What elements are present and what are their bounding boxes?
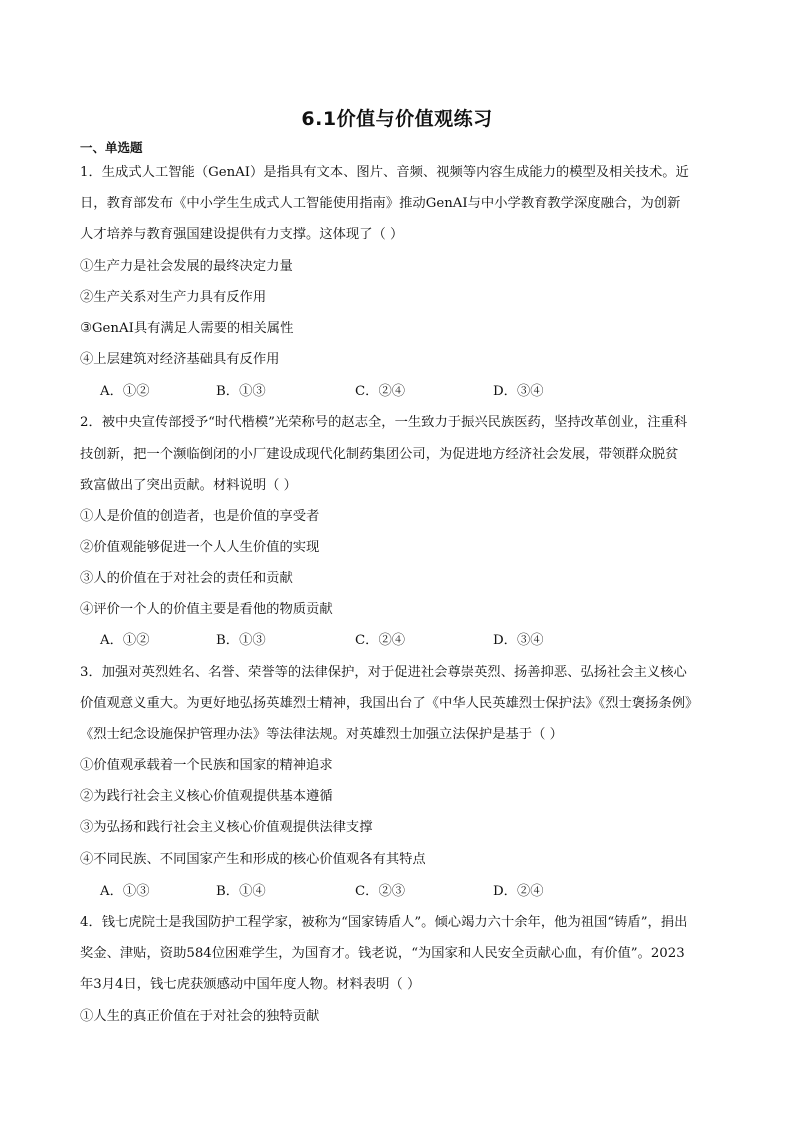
question-3-option-a: A．①③ — [100, 884, 150, 899]
question-2-option-d: D．③④ — [493, 633, 544, 648]
section-heading: 一、单选题 — [80, 140, 143, 155]
question-3-item-2: ②为践行社会主义核心价值观提供基本遵循 — [80, 789, 333, 804]
question-2-stem-line-1: 2．被中央宣传部授予“时代楷模”光荣称号的赵志全，一生致力于振兴民族医药，坚持改革创业，注重科 — [80, 415, 688, 430]
question-2-option-a: A．①② — [100, 633, 150, 648]
question-2-item-4: ④评价一个人的价值主要是看他的物质贡献 — [80, 602, 333, 617]
question-3-item-4: ④不同民族、不同国家产生和形成的核心价值观各有其特点 — [80, 852, 426, 867]
question-2-item-3: ③人的价值在于对社会的责任和贡献 — [80, 571, 293, 586]
question-2-option-c: C．②④ — [355, 633, 406, 648]
question-1-stem-line-1: 1．生成式人工智能（GenAI）是指具有文本、图片、音频、视频等内容生成能力的模型及相关技术。近 — [80, 165, 689, 180]
question-1-option-c: C．②④ — [355, 384, 406, 399]
question-2-item-2: ②价值观能够促进一个人人生价值的实现 — [80, 540, 320, 555]
question-3-item-1: ①价值观承载着一个民族和国家的精神追求 — [80, 758, 333, 773]
question-1-stem-line-3: 人才培养与教育强国建设提供有力支撑。这体现了（ ） — [80, 227, 404, 242]
question-1-option-b: B．①③ — [216, 384, 266, 399]
question-4-stem-line-2: 奖金、津贴，资助584位困难学生，为国育才。钱老说，“为国家和人民安全贡献心血，有价值”。2023 — [80, 946, 685, 961]
question-1-item-3: ③GenAI具有满足人需要的相关属性 — [80, 321, 294, 336]
question-2-option-b: B．①③ — [216, 633, 266, 648]
question-3-stem-line-2: 价值观意义重大。为更好地弘扬英雄烈士精神，我国出台了《中华人民英雄烈士保护法》《烈士褒扬条例》 — [80, 696, 699, 711]
question-1-item-4: ④上层建筑对经济基础具有反作用 — [80, 352, 280, 367]
question-4-stem-line-1: 4．钱七虎院士是我国防护工程学家，被称为“国家铸盾人”。倾心竭力六十余年，他为祖国“铸盾”，捐出 — [80, 915, 688, 930]
question-4-item-1: ①人生的真正价值在于对社会的独特贡献 — [80, 1009, 320, 1024]
question-2-item-1: ①人是价值的创造者，也是价值的享受者 — [80, 509, 320, 524]
question-1-item-1: ①生产力是社会发展的最终决定力量 — [80, 259, 293, 274]
question-1-option-a: A．①② — [100, 384, 150, 399]
question-2-stem-line-2: 技创新，把一个濒临倒闭的小厂建设成现代化制药集团公司，为促进地方经济社会发展，带领群众脱贫 — [80, 447, 679, 462]
page-title: 6.1价值与价值观练习 — [301, 108, 493, 130]
question-1-stem-line-2: 日，教育部发布《中小学生生成式人工智能使用指南》推动GenAI与中小学教育教学深度融合，为创新 — [80, 196, 681, 211]
question-3-stem-line-3: 《烈士纪念设施保护管理办法》等法律法规。对英雄烈士加强立法保护是基于（ ） — [80, 727, 563, 742]
question-3-option-c: C．②③ — [355, 884, 406, 899]
question-2-stem-line-3: 致富做出了突出贡献。材料说明（ ） — [80, 478, 297, 493]
question-3-stem-line-1: 3．加强对英烈姓名、名誉、荣誉等的法律保护，对于促进社会尊崇英烈、扬善抑恶、弘扬社会主义核心 — [80, 665, 687, 680]
question-3-option-b: B．①④ — [216, 884, 266, 899]
question-3-option-d: D．②④ — [493, 884, 544, 899]
question-4-stem-line-3: 年3月4日，钱七虎获颁感动中国年度人物。材料表明（ ） — [80, 977, 421, 992]
question-1-item-2: ②生产关系对生产力具有反作用 — [80, 290, 267, 305]
question-3-item-3: ③为弘扬和践行社会主义核心价值观提供法律支撑 — [80, 820, 373, 835]
question-1-option-d: D．③④ — [493, 384, 544, 399]
